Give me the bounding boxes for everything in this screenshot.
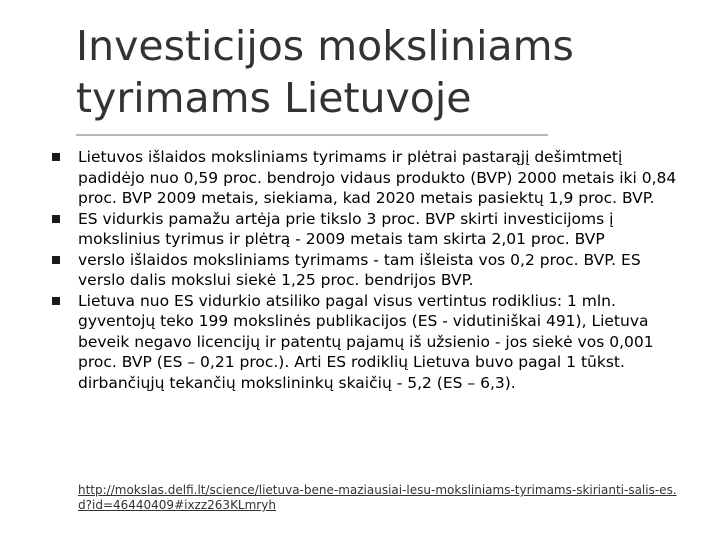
bullet-list [52,147,692,393]
bullet-item [52,147,692,209]
slide-title-line-2: tyrimams Lietuvoje [76,74,472,122]
square-bullet-icon [52,153,60,161]
square-bullet-icon [52,256,60,264]
source-link[interactable]: http://mokslas.delfi.lt/science/lietuva-bene-maziausiai-lesu-moksliniams-tyrimams-skirianti-salis-es.d?id=46440409#ixzz263KLmryh [78,483,677,512]
bullet-text: verslo išlaidos moksliniams tyrimams - tam išleista vos 0,2 proc. BVP. ES verslo dalis mokslui siekė 1,25 proc. bendrijos BVP. [78,250,641,289]
square-bullet-icon [52,297,60,305]
bullet-item [52,291,692,394]
bullet-text: Lietuvos išlaidos moksliniams tyrimams ir plėtrai pastarąjį dešimtmetį padidėjo nuo 0,59 proc. bendrojo vidaus produkto (BVP) 2000 metais iki 0,84 proc. BVP 2009 metais, siekiama, kad 2020 metais pasiektų 1,9 proc. BVP. [78,148,677,207]
bullet-text: Lietuva nuo ES vidurkio atsiliko pagal visus vertintus rodiklius: 1 mln. gyventojų teko 199 mokslinės publikacijos (ES - vidutiniškai 491), Lietuva beveik negavo licencijų ir patentų pajamų iš užsienio - jos siekė vos 0,001 proc. BVP (ES – 0,21 proc.). Arti ES rodiklių Lietuva buvo pagal 1 tūkst. dirbančiųjų tekančių mokslininkų skaičių - 5,2 (ES – 6,3). [78,291,654,392]
bullet-item [52,209,692,250]
title-divider [76,134,548,136]
bullet-text: ES vidurkis pamažu artėja prie tikslo 3 proc. BVP skirti investicijoms į mokslinius tyrimus ir plėtrą - 2009 metais tam skirta 2,01 proc. BVP [78,209,614,248]
bullet-item [52,250,692,291]
slide-title [76,20,676,124]
square-bullet-icon [52,215,60,223]
slide-title-line-1: Investicijos moksliniams [76,22,574,70]
